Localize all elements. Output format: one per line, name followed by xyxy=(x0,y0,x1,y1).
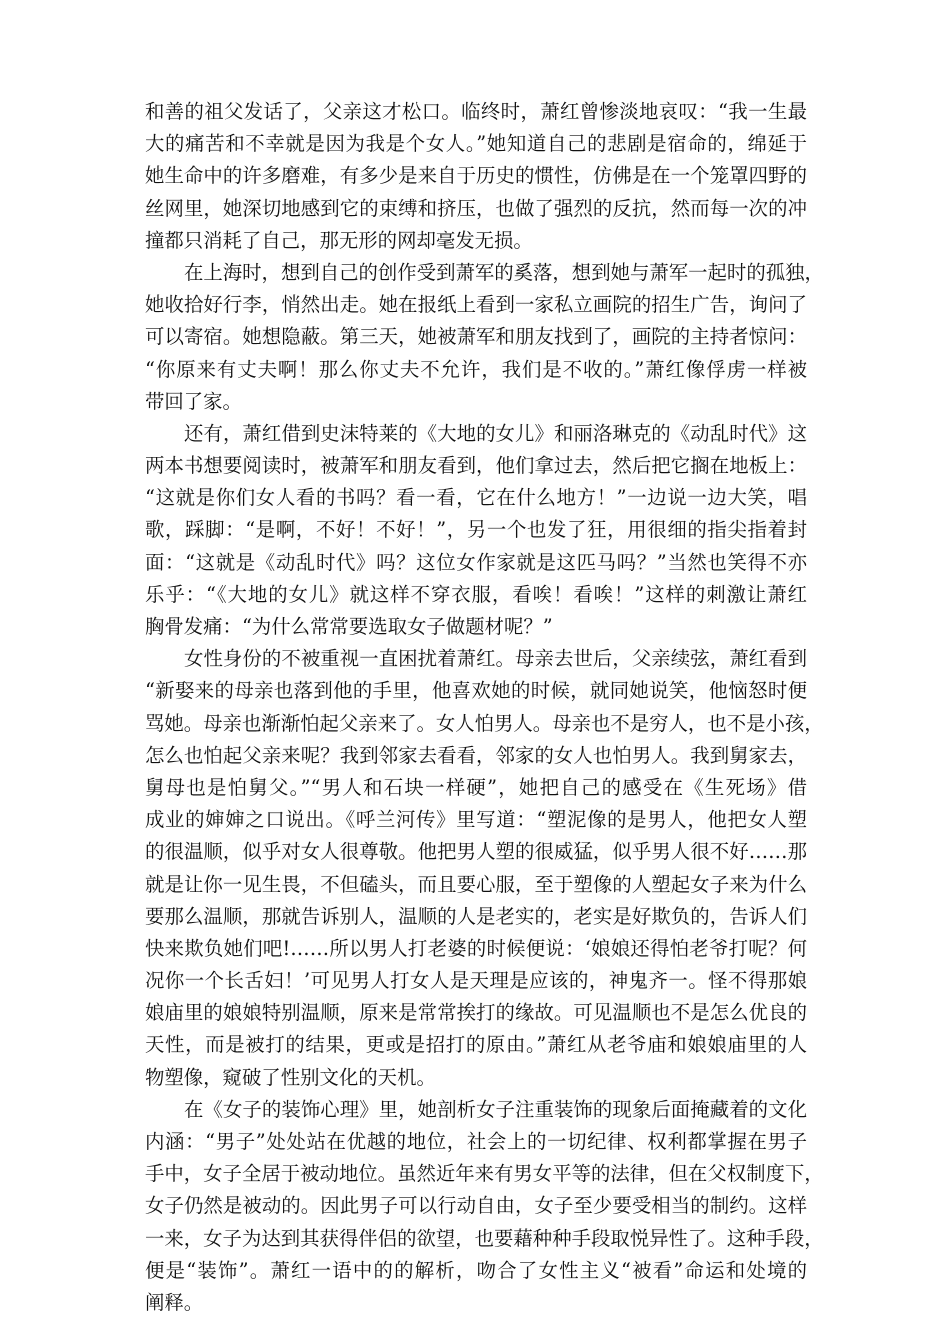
document-page xyxy=(145,96,824,1319)
text-line: 况你一个长舌妇！’可见男人打女人是天理是应该的，神鬼齐一。怪不得那娘 xyxy=(145,969,807,993)
text-line: 胸骨发痛：“为什么常常要选取女子做题材呢？” xyxy=(145,615,553,638)
text-line: 大的痛苦和不幸就是因为我是个女人。”她知道自己的悲剧是宿命的，绵延于 xyxy=(145,132,807,156)
text-line: 骂她。母亲也渐渐怕起父亲来了。女人怕男人。母亲也不是穷人，也不是小孩， xyxy=(145,711,824,735)
text-line: “你原来有丈夫啊！那么你丈夫不允许，我们是不收的。”萧红像俘虏一样被 xyxy=(145,357,807,381)
text-line: 在《女子的装饰心理》里，她剖析女子注重装饰的现象后面掩藏着的文化 xyxy=(184,1097,807,1121)
text-line: 歌，踩脚：“是啊，不好！不好！”，另一个也发了狂，用很细的指尖指着封 xyxy=(145,518,807,542)
text-line: 可以寄宿。她想隐蔽。第三天，她被萧军和朋友找到了，画院的主持者惊问： xyxy=(145,325,807,349)
text-line: 在上海时，想到自己的创作受到萧军的奚落，想到她与萧军一起时的孤独， xyxy=(184,260,824,284)
text-line: 丝网里，她深切地感到它的束缚和挤压，也做了强烈的反抗，然而每一次的冲 xyxy=(145,196,807,220)
text-line: 面：“这就是《动乱时代》吗？这位女作家就是这匹马吗？”当然也笑得不亦 xyxy=(145,550,807,574)
text-line: “新娶来的母亲也落到他的手里，他喜欢她的时候，就同她说笑，他恼怒时便 xyxy=(145,679,807,703)
text-line: 两本书想要阅读时，被萧军和朋友看到，他们拿过去，然后把它搁在地板上： xyxy=(145,454,807,478)
text-line: 怎么也怕起父亲来呢？我到邻家去看看，邻家的女人也怕男人。我到舅家去， xyxy=(145,743,807,767)
text-line: 手中，女子全居于被动地位。虽然近年来有男女平等的法律，但在父权制度下， xyxy=(145,1162,824,1186)
text-line: 和善的祖父发话了，父亲这才松口。临终时，萧红曾惨淡地哀叹：“我一生最 xyxy=(145,100,807,123)
text-line: 要那么温顺，那就告诉别人，温顺的人是老实的，老实是好欺负的，告诉人们 xyxy=(145,904,807,928)
text-line: 乐乎：“《大地的女儿》就这样不穿衣服，看唉！看唉！”这样的刺激让萧红 xyxy=(145,582,807,606)
text-line: 成业的婶婶之口说出。《呼兰河传》里写道：“塑泥像的是男人，他把女人塑 xyxy=(145,808,807,832)
text-line: 一来，女子为达到其获得伴侣的欲望，也要藉种种手段取悦异性了。这种手段， xyxy=(145,1226,824,1250)
text-line: 快来欺负她们吧!……所以男人打老婆的时候便说：‘娘娘还得怕老爷打呢？何 xyxy=(145,936,807,960)
text-line: 娘庙里的娘娘特别温顺，原来是常常挨打的缘故。可见温顺也不是怎么优良的 xyxy=(145,1001,807,1025)
text-line: 女子仍然是被动的。因此男子可以行动自由，女子至少要受相当的制约。这样 xyxy=(145,1194,807,1218)
text-line: 内涵：“男子”处处站在优越的地位，社会上的一切纪律、权利都掌握在男子 xyxy=(145,1130,807,1153)
text-line: 女性身份的不被重视一直困扰着萧红。母亲去世后，父亲续弦，萧红看到 xyxy=(184,647,807,671)
text-line: 便是“装饰”。萧红一语中的的解析，吻合了女性主义“被看”命运和处境的 xyxy=(145,1258,807,1282)
text-line: “这就是你们女人看的书吗？看一看，它在什么地方！”一边说一边大笑，唱 xyxy=(145,486,807,510)
text-line: 她收拾好行李，悄然出走。她在报纸上看到一家私立画院的招生广告，询问了 xyxy=(145,293,807,317)
text-line: 带回了家。 xyxy=(145,389,242,413)
text-line: 天性，而是被打的结果，更或是招打的原由。”萧红从老爷庙和娘娘庙里的人 xyxy=(145,1033,807,1057)
text-line: 物塑像，窥破了性别文化的天机。 xyxy=(145,1065,436,1089)
text-line: 舅母也是怕舅父。”“男人和石块一样硬”，她把自己的感受在《生死场》借 xyxy=(145,775,807,799)
text-line: 她生命中的许多磨难，有多少是来自于历史的惯性，仿佛是在一个笼罩四野的 xyxy=(145,164,807,188)
text-line: 撞都只消耗了自己，那无形的网却毫发无损。 xyxy=(145,228,533,252)
text-line: 阐释。 xyxy=(145,1290,204,1314)
text-line: 还有，萧红借到史沫特莱的《大地的女儿》和丽洛琳克的《动乱时代》这 xyxy=(184,421,807,445)
text-line: 的很温顺，似乎对女人很尊敬。他把男人塑的很威猛，似乎男人很不好……那 xyxy=(145,840,807,864)
text-line: 就是让你一见生畏，不但磕头，而且要心服，至于塑像的人塑起女子来为什么 xyxy=(145,872,807,896)
